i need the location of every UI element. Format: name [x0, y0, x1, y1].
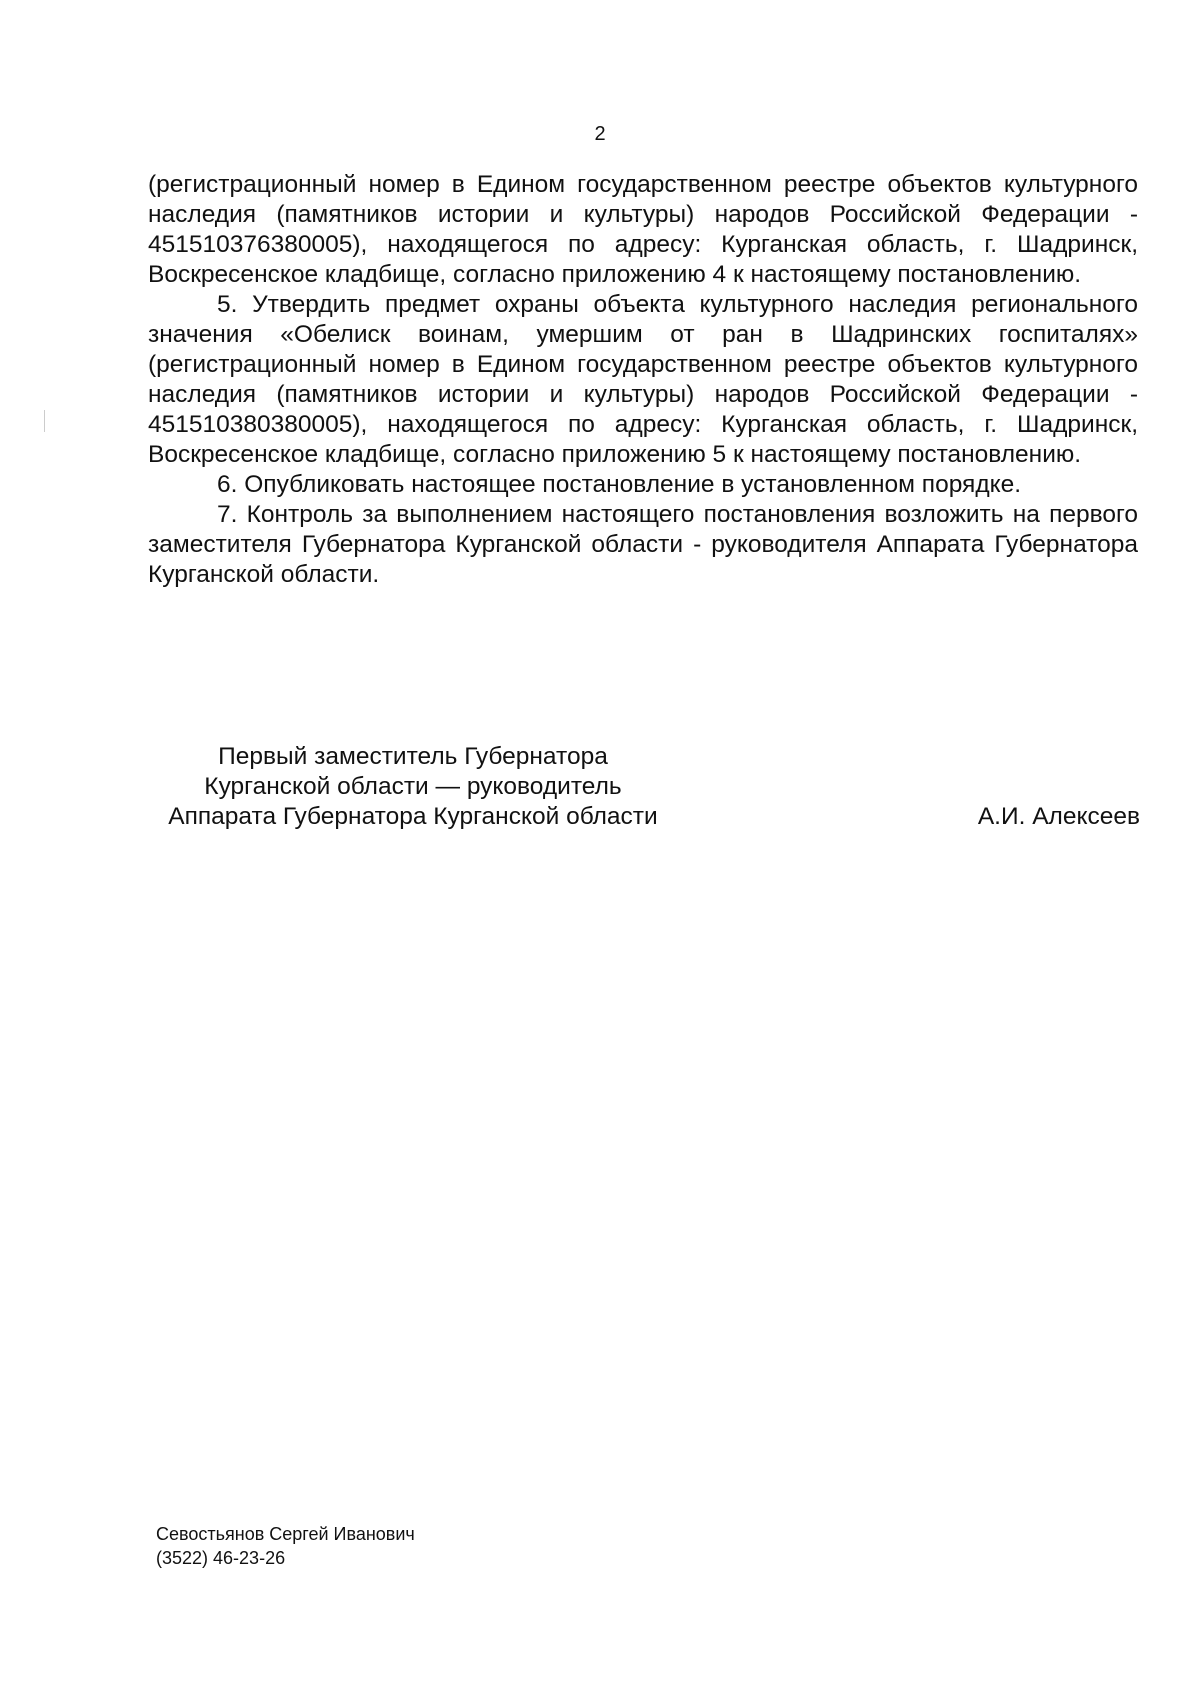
- document-body: [148, 170, 1138, 590]
- executor-phone: (3522) 46-23-26: [156, 1548, 286, 1568]
- paragraph-item-7: 7. Контроль за выполнением настоящего постановления возложить на первого заместителя Губернатора Курганской области - руководителя Аппарата Губернатора Курганской области.: [148, 501, 1138, 588]
- paragraph-continuation: (регистрационный номер в Едином государственном реестре объектов культурного наследия (памятников истории и культуры) народов Российской Федерации - 451510376380005), находящегося по адресу: Курганская область, г. Шадринск, Воскресенское кладбище, согласно приложению 4 к настоящему постановлению.: [148, 171, 1138, 288]
- paragraph-item-5: 5. Утвердить предмет охраны объекта культурного наследия регионального значения «Обелиск воинам, умершим от ран в Шадринских госпиталях» (регистрационный номер в Едином государственном реестре объектов культурного наследия (памятников истории и культуры) народов Российской Федерации - 451510380380005), находящегося по адресу: Курганская область, г. Шадринск, Воскресенское кладбище, согласно приложению 5 к настоящему постановлению.: [148, 291, 1138, 468]
- executor-info: [156, 1522, 415, 1570]
- paragraph-item-6: 6. Опубликовать настоящее постановление в установленном порядке.: [217, 471, 1022, 498]
- signatory-title-line: Первый заместитель Губернатора: [218, 743, 608, 770]
- signatory-title-line: Курганской области — руководитель: [204, 773, 622, 800]
- signature-block: [148, 742, 1140, 832]
- executor-name: Севостьянов Сергей Иванович: [156, 1524, 415, 1544]
- signatory-name: А.И. Алексеев: [977, 803, 1140, 830]
- signatory-title: [148, 742, 678, 832]
- scan-artifact: [44, 410, 45, 432]
- signatory-title-line: Аппарата Губернатора Курганской области: [168, 803, 658, 830]
- page-number: 2: [594, 123, 606, 145]
